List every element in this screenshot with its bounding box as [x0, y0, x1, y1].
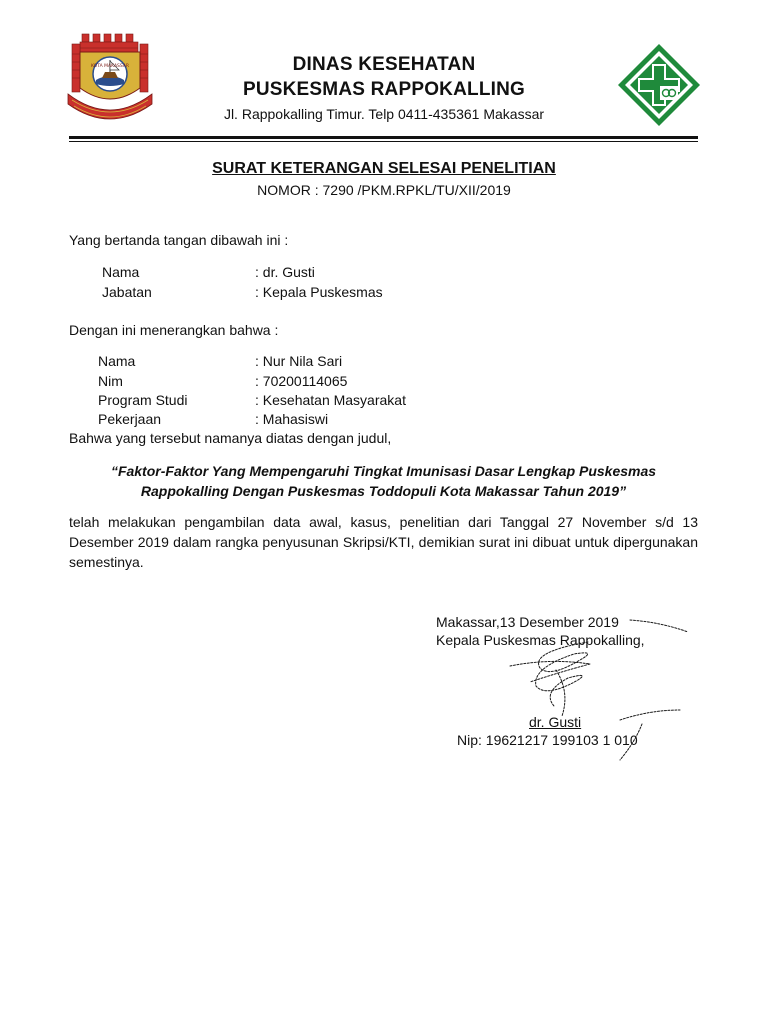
subject-occupation-label: Pekerjaan: [98, 411, 162, 427]
svg-text:KOTA MAKASSAR: KOTA MAKASSAR: [90, 64, 130, 69]
research-title: “Faktor-Faktor Yang Mempengaruhi Tingkat Imunisasi Dasar Lengkap Puskesmas Rappokalling Dengan Puskesmas Toddopuli Kota Makassar Tahun 2019”: [110, 463, 657, 499]
letterhead-divider: [69, 136, 698, 139]
subject-nim-value: : 70200114065: [255, 373, 348, 389]
signature-name: dr. Gusti: [529, 714, 582, 730]
subject-program-label: Program Studi: [98, 392, 188, 408]
letterhead-divider-thin: [69, 141, 698, 142]
institution-name: PUSKESMAS RAPPOKALLING: [242, 79, 526, 100]
subject-nim-label: Nim: [98, 373, 123, 389]
signer-name-label: Nama: [102, 264, 140, 280]
signer-position-label: Jabatan: [102, 284, 152, 300]
signer-intro: Yang bertanda tangan dibawah ini :: [69, 232, 289, 248]
title-intro: Bahwa yang tersebut namanya diatas dengan judul,: [69, 430, 392, 446]
subject-occupation-value: : Mahasiswi: [255, 411, 329, 427]
signer-position-value: : Kepala Puskesmas: [255, 284, 383, 300]
signature-role: Kepala Puskesmas Rappokalling,: [436, 632, 645, 648]
city-emblem-icon: [64, 30, 156, 132]
subject-intro: Dengan ini menerangkan bahwa :: [69, 322, 279, 338]
institution-address: Jl. Rappokalling Timur. Telp 0411-435361 Makassar: [223, 106, 545, 122]
puskesmas-cross-icon: [616, 42, 702, 128]
signature-place-date: Makassar,13 Desember 2019: [436, 614, 619, 630]
closing-paragraph: telah melakukan pengambilan data awal, kasus, penelitian dari Tanggal 27 November s/d 13 Desember 2019 dalam rangka penyusunan Skripsi/KTI, demikian surat ini dibuat untuk dipergunakan semestinya.: [69, 514, 698, 570]
document-title: SURAT KETERANGAN SELESAI PENELITIAN: [212, 160, 556, 177]
signer-name-value: : dr. Gusti: [255, 264, 315, 280]
agency-name: DINAS KESEHATAN: [292, 54, 476, 75]
subject-program-value: : Kesehatan Masyarakat: [255, 392, 406, 408]
signature-nip: Nip: 19621217 199103 1 010: [457, 732, 638, 748]
document-number: NOMOR : 7290 /PKM.RPKL/TU/XII/2019: [257, 182, 511, 198]
subject-name-label: Nama: [98, 353, 136, 369]
subject-name-value: : Nur Nila Sari: [255, 353, 343, 369]
